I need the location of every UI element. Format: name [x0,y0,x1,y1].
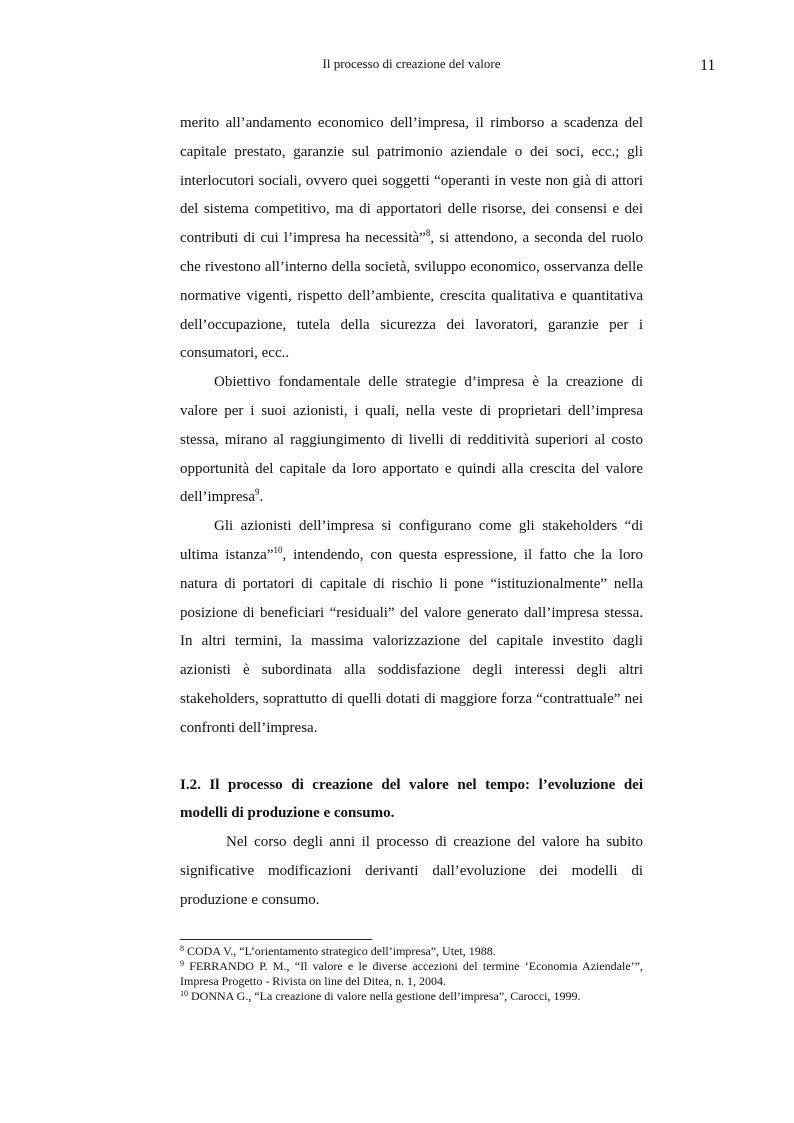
paragraph-text: , intendendo, con questa espressione, il fatto che la loro natura di portatori di capitale di rischio li pone “istituzionalmente” nella posizione di beneficiari “residuali” del valore generato dall’impresa stessa. In altri termini, la massima valorizzazione del capitale investito dagli azionisti è subordinata alla soddisfazione degli interessi degli altri stakeholders, soprattutto di quelli dotati di maggiore forza “contrattuale” nei confronti dell’impresa. [180,546,644,736]
page-number: 11 [700,57,716,74]
paragraph-text: . [259,489,264,506]
paragraph-shareholders [180,512,643,742]
footnotes [180,944,643,1004]
paragraph-text: Gli azionisti dell’impresa si configurano come gli stakeholders “di ultima istanza” [180,518,643,563]
footnote-ref-10[interactable]: 10 [273,544,283,555]
footnote-number: 9 [180,959,184,968]
body-text [180,109,643,915]
paragraph-stakeholders-expectations [180,109,643,368]
footnote-text: DONNA G., “La creazione di valore nella gestione dell’impresa”, Carocci, 1999. [188,989,581,1003]
footnote-8 [180,944,643,959]
footnote-10 [180,989,643,1004]
paragraph-text: Obiettivo fondamentale delle strategie d’impresa è la creazione di valore per i suoi azionisti, i quali, nella veste di proprietari dell’impresa stessa, mirano al raggiungimento di livelli di redditività superiori al costo opportunità del capitale da loro apportato e quindi alla crescita del valore dell’impresa [180,374,643,506]
paragraph-text: merito all’andamento economico dell’impresa, il rimborso a scadenza del capitale prestato, garanzie sul patrimonio aziendale o dei soci, ecc.; gli interlocutori sociali, ovvero quei soggetti “operanti in veste non già di attori del sistema competitivo, ma di apportatori delle risorse, dei consensi e dei contributi di cui l’impresa ha necessità” [180,115,643,247]
paragraph-evolution: Nel corso degli anni il processo di creazione del valore ha subito significative modificazioni derivanti dall’evoluzione dei modelli di produzione e consumo. [180,834,643,908]
footnote-9 [180,959,643,989]
footnote-separator [180,939,372,940]
footnote-text: FERRANDO P. M., “Il valore e le diverse accezioni del termine ‘Economia Aziendale’”, Impresa Progetto - Rivista on line del Ditea, n. 1, 2004. [180,959,643,988]
running-header-title: Il processo di creazione del valore [322,56,501,71]
footnote-number: 10 [180,989,188,998]
section-heading: I.2. Il processo di creazione del valore nel tempo: l’evoluzione dei modelli di produzione e consumo. [180,776,643,822]
footnote-number: 8 [180,944,184,953]
footnote-ref-8[interactable]: 8 [425,228,431,239]
footnote-ref-9[interactable]: 9 [254,487,260,498]
paragraph-strategic-objective [180,368,643,512]
footnote-text: CODA V., “L’orientamento strategico dell’impresa”, Utet, 1988. [184,944,496,958]
paragraph-text: , si attendono, a seconda del ruolo che rivestono all’interno della società, sviluppo economico, osservanza delle normative vigenti, rispetto dell’ambiente, crescita qualitativa e quantitativa dell’occupazione, tutela della sicurezza dei lavoratori, garanzie per i consumatori, ecc.. [180,230,643,362]
